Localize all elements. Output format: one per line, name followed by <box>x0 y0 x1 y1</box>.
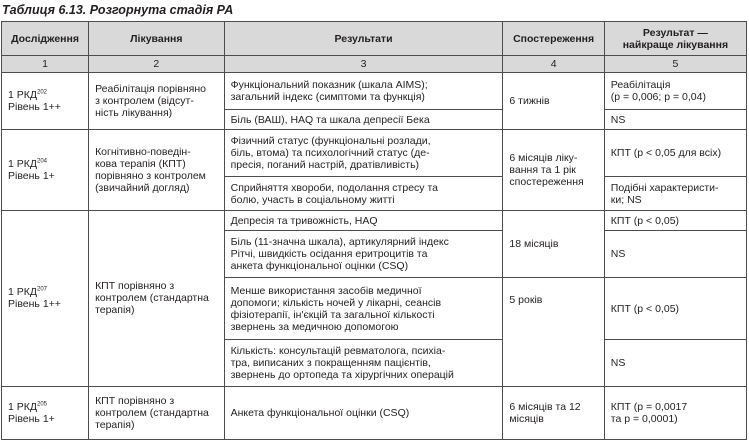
result-cell: Кількість: консультацій ревматолога, психіа- тра, виписаних з покращенням пацієнтів, звернень до ортопеда та хірургічних операцій <box>224 339 503 386</box>
outcome-cell: NS <box>604 110 746 130</box>
study-ref: 1 РКД <box>8 158 37 171</box>
study-ref: 1 РКД <box>8 89 37 102</box>
header-best-treatment: Результат — найкраще лікування <box>604 22 746 56</box>
study-ref-number: 207 <box>37 286 48 293</box>
study-ref-number: 205 <box>37 401 48 408</box>
observation-cell: 18 місяців <box>503 211 604 278</box>
observation-cell: 6 тижнів <box>503 73 604 130</box>
column-number: 2 <box>89 56 225 73</box>
table-row <box>2 73 747 110</box>
study-cell <box>2 130 89 211</box>
observation-cell: 6 місяців та 12 місяців <box>503 386 604 439</box>
outcome-cell: КПТ (р = 0,0017 та р = 0,0001) <box>604 386 746 439</box>
study-cell <box>2 211 89 386</box>
result-cell: Сприйняття хвороби, подолання стресу та болю, участь в соціальному житті <box>224 177 503 211</box>
evidence-level: Рівень 1++ <box>8 298 61 311</box>
column-number: 1 <box>2 56 89 73</box>
treatment-cell: КПТ порівняно з контролем (стандартна терапія) <box>89 386 225 439</box>
outcome-cell: Подібні характеристи- ки; NS <box>604 177 746 211</box>
column-number: 5 <box>604 56 746 73</box>
evidence-level: Рівень 1++ <box>8 101 61 114</box>
study-cell <box>2 73 89 130</box>
table-row <box>2 386 747 439</box>
study-ref: 1 РКД <box>8 286 37 299</box>
evidence-level: Рівень 1+ <box>8 412 55 425</box>
column-number-row <box>2 56 747 73</box>
column-number: 4 <box>503 56 604 73</box>
header-row <box>2 22 747 56</box>
treatment-cell: КПТ порівняно з контролем (стандартна терапія) <box>89 211 225 386</box>
header-study: Дослідження <box>2 22 89 56</box>
result-cell: Менше використання засобів медичної допомоги; кількість ночей у лікарні, сеансів фізіотерапії, ін'єкцій та загальної кількості звернень за медичною допомогою <box>224 278 503 340</box>
study-ref: 1 РКД <box>8 400 37 413</box>
study-ref-number: 202 <box>37 89 48 96</box>
table-row <box>2 130 747 177</box>
header-results: Результати <box>224 22 503 56</box>
result-cell: Фізичний статус (функціональні розлади, біль, втома) та психологічний статус (де- пресія, поганий настрій, дратівливість) <box>224 130 503 177</box>
treatment-cell: Когнітивно-поведін- кова терапія (КПТ) порівняно з контролем (звичайний догляд) <box>89 130 225 211</box>
study-ref-number: 204 <box>37 158 48 165</box>
result-cell: Анкета функціональної оцінки (CSQ) <box>224 386 503 439</box>
outcome-cell: КПТ (р < 0,05 для всіх) <box>604 130 746 177</box>
outcome-cell: Реабілітація (р = 0,006; р = 0,04) <box>604 73 746 110</box>
observation-cell: 5 років <box>503 278 604 386</box>
evidence-level: Рівень 1+ <box>8 170 55 183</box>
outcome-cell: КПТ (р < 0,05) <box>604 211 746 231</box>
outcome-cell: КПТ (р < 0,05) <box>604 278 746 340</box>
result-cell: Функціональний показник (шкала AIMS); загальний індекс (симптоми та функція) <box>224 73 503 110</box>
result-cell: Біль (ВАШ), HAQ та шкала депресії Бека <box>224 110 503 130</box>
result-cell: Біль (11-значна шкала), артикулярний індекс Рітчі, швидкість осідання еритроцитів та анкета функціональної оцінки (CSQ) <box>224 231 503 278</box>
header-observation: Спостереження <box>503 22 604 56</box>
header-treatment: Лікування <box>89 22 225 56</box>
treatment-cell: Реабілітація порівняно з контролем (відсут- ність лікування) <box>89 73 225 130</box>
observation-cell: 6 місяців ліку- вання та 1 рік спостереження <box>503 130 604 211</box>
results-table <box>1 21 747 440</box>
column-number: 3 <box>224 56 503 73</box>
outcome-cell: NS <box>604 339 746 386</box>
study-cell <box>2 386 89 439</box>
table-row <box>2 211 747 231</box>
result-cell: Депресія та тривожність, HAQ <box>224 211 503 231</box>
outcome-cell: NS <box>604 231 746 278</box>
table-caption: Таблиця 6.13. Розгорнута стадія РА <box>2 3 234 17</box>
